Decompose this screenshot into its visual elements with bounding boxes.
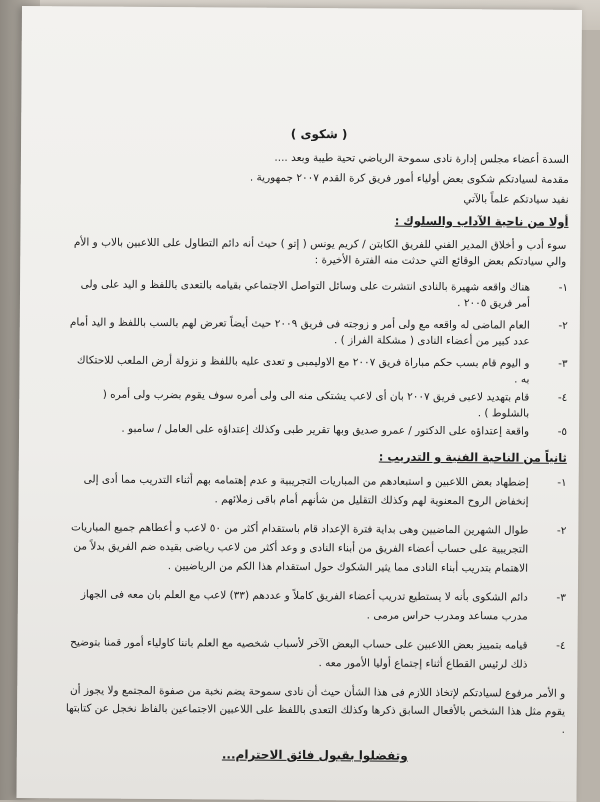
closing-paragraph: و الأمر مرفوع لسيادتكم لإتخاذ اللازم فى هذا الشأن حيث أن نادى سموحة يضم نخبة من صفوة المجتمع ولا يجوز أن يقوم مثل هذا الشخص بالأفعال السابق ذكرها وكذلك التعدى باللفظ على اللاعبين الاجتماعين بالفاظ نخجل عن كتابتها .	[65, 684, 566, 736]
section2-list	[65, 470, 566, 674]
list-item: ١- إضطهاد بعض اللاعبين و استبعادهم من المباريات التجريبية و عدم إهتمامه بهم أثناء التدريب مما أدى إلى إنخفاض الروح المعنوية لهم وكذلك التقليل من شأنهم أمام باقى زملائهم .	[83, 473, 567, 508]
list-item: ١- هناك واقعه شهيرة بالنادى انتشرت على وسائل التواصل الاجتماعي بقيامه بالتعدى باللفظ و اليد على ولى أمر فريق ٢٠٠٥ .	[80, 278, 569, 310]
salutation: السدة أعضاء مجلس إدارة نادى سموحة الرياضي تحية طيبة وبعد ....	[274, 151, 569, 166]
section1-para-line2: والي سيادتكم بعض الوقائع التي حدثت منه الفترة الأخيرة :	[314, 254, 567, 268]
list-item: ٢- العام الماضى له واقعه مع ولى أمر و زوجته فى فريق ٢٠٠٩ حيث أيضاً تعرض لهم بالسب باللفظ و اليد أمام عدد كبير من أعضاء النادى ( مشكلة الفراز ) .	[69, 316, 568, 348]
list-item: ٢- طوال الشهرين الماضيين وهى بداية فترة الإعداد قام باستقدام أكثر من ٥٠ لاعب و أعطاهم جميع المباريات التجريبية على حساب أعضاء الفريق من أبناء النادى و وعد أكثر من لاعب رياضى بقيده ضم الفريق بدلاً من الاهتمام بتدريب أبناء النادى مما يثير الشكوك حول استقدام هذا الكم من الرياضيين .	[70, 521, 567, 575]
paper-sheet	[16, 6, 582, 802]
list-item: ٣- دائم الشكوى بأنه لا يستطيع تدريب أعضاء الفريق كاملاً و عددهم (٣٣) لاعب مع العلم بان معه فى الجهاز مدرب مساعد ومدرب حراس مرمى .	[80, 588, 566, 623]
section1-para-line1: سوء أدب و أخلاق المدير الفني للفريق الكابتن / كريم يونس ( إتو ) حيث أنه دائم التطاول على اللاعبين بالاب و الأم	[73, 236, 567, 252]
complaint-document	[65, 124, 569, 764]
intro: مقدمة لسيادتكم شكوى بعض أولياء أمور فريق كرة القدم ٢٠٠٧ جمهورية .	[249, 171, 569, 186]
list-item: ٥- واقعة إعتداؤه على الدكتور / عمرو صديق وبها تقرير طبى وكذلك إعتداؤه على العامل / سامبو .	[121, 422, 568, 438]
notify-line: نفيد سيادتكم علماً بالآتي	[463, 193, 569, 206]
document-title: ( شكوى )	[290, 126, 348, 142]
list-item: ٣- و اليوم قام بسب حكم مباراة فريق ٢٠٠٧ مع الاوليمبى و تعدى عليه باللفظ و نزولة أرض الملعب للاحتكاك به .	[76, 354, 568, 386]
list-item: ٤- قيامه بتمييز بعض اللاعبين على حساب البعض الآخر لأسباب شخصيه مع العلم باننا كاولياء أمور قمنا بتوضيح ذلك لرئيس القطاع أثناء إجتماع أوليا الأمور معه .	[70, 636, 566, 671]
list-item: ٤- قام بتهديد لاعبى فريق ٢٠٠٧ بان أى لاعب يشتكى منه الى ولى أمره سوف يقوم بضرب ولى أمره ( بالشلوط ) .	[102, 388, 568, 420]
section1-list	[67, 276, 568, 439]
section2-heading: ثانياً من الناحية الفنية و التدريب :	[378, 449, 567, 465]
section1-heading: أولا من ناحية الآداب والسلوك :	[394, 213, 569, 229]
closing-line: وتفضلوا بقبول فائق الاحترام...	[221, 747, 408, 763]
